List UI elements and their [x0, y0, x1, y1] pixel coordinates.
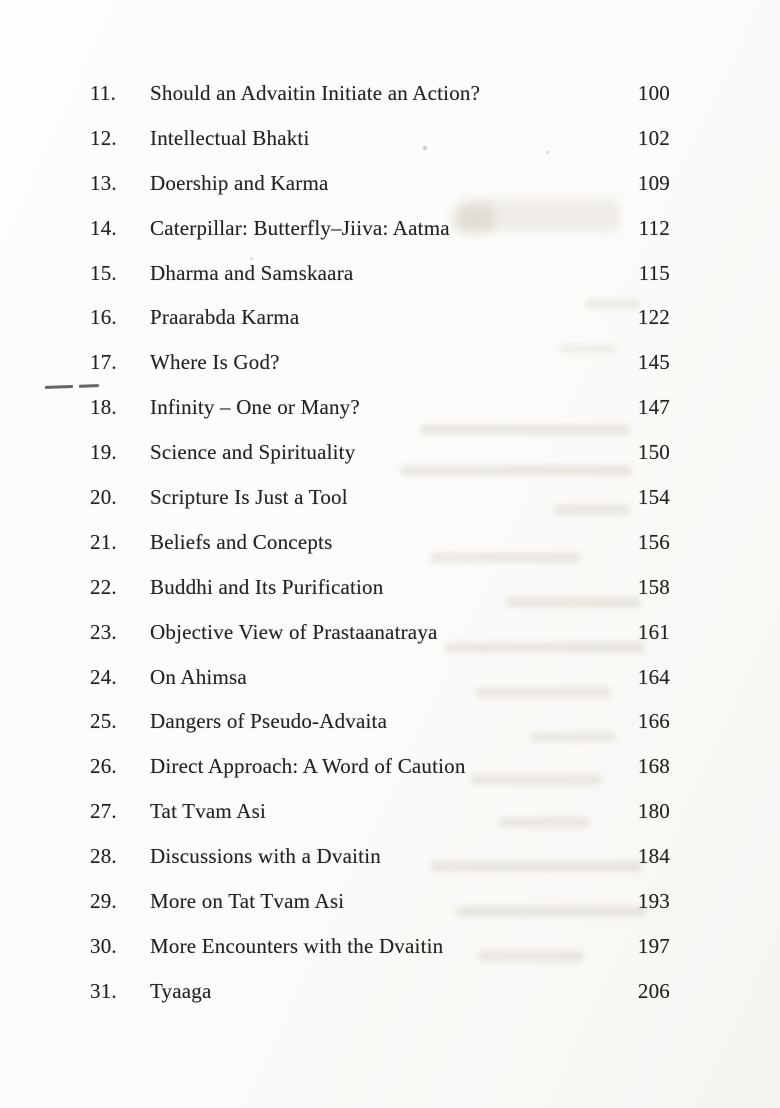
- toc-row: [0, 251, 780, 296]
- chapter-title: On Ahimsa: [150, 664, 247, 689]
- chapter-title: Praarabda Karma: [150, 305, 300, 330]
- toc-row: [0, 161, 780, 206]
- toc-row: [0, 340, 780, 385]
- chapter-number: 27.: [90, 799, 117, 824]
- toc-row: [0, 924, 780, 969]
- chapter-page-number: 154: [637, 485, 670, 510]
- toc-row: [0, 475, 780, 520]
- chapter-page-number: 158: [637, 574, 670, 599]
- toc-row: [0, 789, 780, 834]
- chapter-page-number: 112: [638, 215, 670, 240]
- chapter-number: 20.: [90, 485, 117, 510]
- chapter-number: 15.: [90, 260, 117, 285]
- chapter-number: 31.: [90, 978, 117, 1003]
- toc-row: [0, 565, 780, 610]
- toc-row: [0, 879, 780, 924]
- chapter-page-number: 145: [637, 350, 670, 375]
- chapter-title: Dharma and Samskaara: [150, 260, 354, 285]
- chapter-page-number: 206: [637, 978, 670, 1003]
- chapter-title: Tat Tvam Asi: [150, 799, 267, 824]
- chapter-number: 19.: [90, 440, 117, 465]
- chapter-page-number: 193: [637, 889, 670, 914]
- chapter-number: 17.: [90, 350, 117, 375]
- toc-row: [0, 655, 780, 700]
- chapter-number: 13.: [90, 170, 117, 195]
- chapter-number: 24.: [90, 664, 117, 689]
- dash-mark: [45, 385, 73, 389]
- chapter-title: Discussions with a Dvaitin: [150, 844, 381, 869]
- chapter-number: 18.: [90, 395, 117, 420]
- toc-row: [0, 744, 780, 789]
- chapter-title: More on Tat Tvam Asi: [150, 889, 345, 914]
- chapter-page-number: 164: [637, 664, 670, 689]
- chapter-number: 25.: [90, 709, 117, 734]
- toc-row: [0, 834, 780, 879]
- chapter-page-number: 150: [637, 440, 670, 465]
- chapter-number: 21.: [90, 529, 117, 554]
- chapter-title: Caterpillar: Butterfly–Jiiva: Aatma: [150, 215, 450, 240]
- toc-row: [0, 385, 780, 430]
- chapter-title: Buddhi and Its Purification: [150, 574, 384, 599]
- toc-row: [0, 610, 780, 655]
- chapter-page-number: 161: [637, 619, 670, 644]
- chapter-title: Where Is God?: [150, 350, 280, 375]
- chapter-title: Beliefs and Concepts: [150, 529, 333, 554]
- chapter-title: Doership and Karma: [150, 170, 329, 195]
- toc-row: [0, 71, 780, 116]
- chapter-number: 11.: [90, 81, 117, 105]
- chapter-page-number: 122: [637, 305, 670, 330]
- chapter-title: Objective View of Prastaanatraya: [150, 619, 438, 644]
- chapter-number: 30.: [90, 933, 117, 958]
- toc-row: [0, 520, 780, 565]
- toc-row: [0, 430, 780, 475]
- chapter-page-number: 109: [637, 170, 670, 195]
- chapter-page-number: 197: [637, 933, 670, 958]
- chapter-page-number: 166: [637, 709, 670, 734]
- toc-row: [0, 295, 780, 340]
- chapter-title: Dangers of Pseudo-Advaita: [150, 709, 388, 734]
- chapter-number: 28.: [90, 844, 117, 869]
- toc-row: [0, 206, 780, 251]
- chapter-number: 23.: [90, 619, 117, 644]
- chapter-page-number: 156: [637, 529, 670, 554]
- chapter-page-number: 115: [638, 260, 670, 285]
- chapter-number: 26.: [90, 754, 117, 779]
- chapter-title: Direct Approach: A Word of Caution: [150, 754, 466, 779]
- chapter-number: 12.: [90, 125, 117, 150]
- chapter-page-number: 180: [637, 799, 670, 824]
- chapter-number: 22.: [90, 574, 117, 599]
- chapter-page-number: 168: [637, 754, 670, 779]
- dash-mark: [79, 384, 99, 387]
- chapter-title: Intellectual Bhakti: [150, 125, 310, 150]
- toc-row: [0, 116, 780, 161]
- chapter-page-number: 184: [637, 844, 670, 869]
- chapter-page-number: 100: [637, 81, 670, 105]
- chapter-number: 16.: [90, 305, 117, 330]
- chapter-page-number: 147: [637, 395, 670, 420]
- chapter-number: 29.: [90, 889, 117, 914]
- chapter-title: Infinity – One or Many?: [150, 395, 360, 420]
- chapter-number: 14.: [90, 215, 117, 240]
- toc-row: [0, 969, 780, 1014]
- chapter-title: Scripture Is Just a Tool: [150, 485, 348, 510]
- chapter-title: Should an Advaitin Initiate an Action?: [150, 81, 481, 105]
- chapter-title: Tyaaga: [150, 978, 212, 1003]
- table-of-contents: [0, 71, 780, 1014]
- chapter-page-number: 102: [637, 125, 670, 150]
- toc-row: [0, 699, 780, 744]
- chapter-title: Science and Spirituality: [150, 440, 356, 465]
- chapter-title: More Encounters with the Dvaitin: [150, 933, 444, 958]
